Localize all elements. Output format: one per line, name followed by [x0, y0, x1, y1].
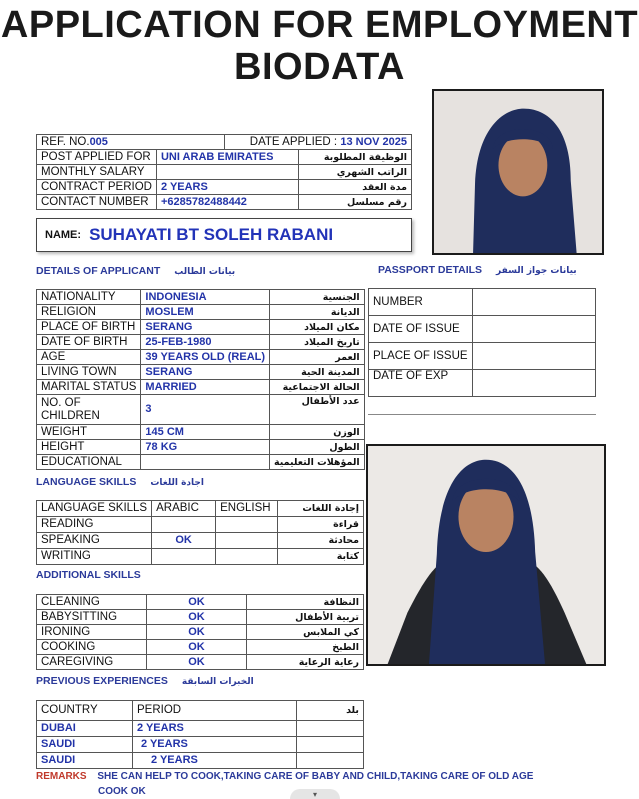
table-row: SAUDI 2 YEARS: [37, 753, 364, 769]
table-row: NUMBER: [369, 289, 596, 316]
ref-row: CONTRACT PERIOD 2 YEARS مدة العقد: [37, 180, 412, 195]
table-row: SPEAKING OK محادثة: [37, 533, 364, 549]
table-row: DUBAI 2 YEARS: [37, 721, 364, 737]
ref-number-cell: REF. NO.005: [37, 135, 225, 150]
ref-row: POST APPLIED FOR UNI ARAB EMIRATES الوظيفة المطلوبة: [37, 150, 412, 165]
chevron-down-icon[interactable]: ▾: [290, 789, 340, 799]
table-row: READING قراءة: [37, 517, 364, 533]
remarks-text: SHE CAN HELP TO COOK,TAKING CARE OF BABY AND CHILD,TAKING CARE OF OLD AGE: [97, 771, 534, 782]
language-heading: LANGUAGE SKILLS اجادة اللغات: [36, 476, 205, 488]
table-row: AGE 39 YEARS OLD (REAL) العمر: [37, 350, 365, 365]
applicant-photo-full: [366, 444, 606, 666]
remarks: [36, 771, 533, 782]
table-header: COUNTRY PERIOD بلد: [37, 701, 364, 721]
name-box: [36, 218, 412, 252]
name-label: NAME:: [45, 229, 82, 241]
table-row: WEIGHT 145 CM الوزن: [37, 425, 365, 440]
details-heading: DETAILS OF APPLICANT بيانات الطالب: [36, 265, 236, 277]
table-row: HEIGHT 78 KG الطول: [37, 440, 365, 455]
date-applied-cell: DATE APPLIED : 13 NOV 2025: [225, 135, 412, 150]
remarks-label: REMARKS: [36, 771, 87, 782]
table-row: SAUDI 2 YEARS: [37, 737, 364, 753]
table-row: DATE OF EXP: [369, 370, 596, 397]
table-row: CLEANING OK النظافة: [37, 595, 364, 610]
table-row: DATE OF ISSUE: [369, 316, 596, 343]
table-row: IRONING OK كي الملابس: [37, 625, 364, 640]
table-row: EDUCATIONAL المؤهلات التعليمية: [37, 455, 365, 470]
language-table: [36, 500, 364, 565]
table-row: COOKING OK الطبخ: [37, 640, 364, 655]
skills-table: [36, 594, 364, 670]
passport-heading: PASSPORT DETAILS بيانات جواز السفر: [378, 264, 577, 276]
table-row: PLACE OF BIRTH SERANG مكان الميلاد: [37, 320, 365, 335]
table-row: LIVING TOWN SERANG المدينة الحية: [37, 365, 365, 380]
form-title: APPLICATION FOR EMPLOYMENT: [0, 4, 639, 46]
table-row: DATE OF BIRTH 25-FEB-1980 تاريخ الميلاد: [37, 335, 365, 350]
ref-row: CONTACT NUMBER +6285782488442 رقم مسلسل: [37, 195, 412, 210]
ref-row: MONTHLY SALARY الراتب الشهري: [37, 165, 412, 180]
table-row: BABYSITTING OK تربية الأطفال: [37, 610, 364, 625]
table-row: MARITAL STATUS MARRIED الحالة الاجتماعية: [37, 380, 365, 395]
previous-experiences-heading: PREVIOUS EXPERIENCES الخبرات السابقة: [36, 675, 254, 687]
divider: [368, 414, 596, 415]
experience-table: [36, 700, 364, 769]
table-row: RELIGION MOSLEM الديانة: [37, 305, 365, 320]
applicant-photo-top: [432, 89, 604, 255]
details-table: [36, 289, 365, 470]
table-row: PLACE OF ISSUE: [369, 343, 596, 370]
remarks-text-line2: COOK OK: [98, 786, 146, 797]
table-row: CAREGIVING OK رعاية الرعاية: [37, 655, 364, 670]
table-row: NO. OF CHILDREN 3 عدد الأطفال: [37, 395, 365, 425]
passport-table: [368, 288, 596, 397]
additional-skills-heading: ADDITIONAL SKILLS: [36, 569, 141, 581]
table-row: NATIONALITY INDONESIA الجنسية: [37, 290, 365, 305]
form-subtitle: BIODATA: [234, 46, 405, 88]
table-header: LANGUAGE SKILLS ARABIC ENGLISH إجادة اللغات: [37, 501, 364, 517]
applicant-name: SUHAYATI BT SOLEH RABANI: [89, 225, 334, 244]
reference-table: [36, 134, 412, 210]
table-row: WRITING كتابة: [37, 549, 364, 565]
